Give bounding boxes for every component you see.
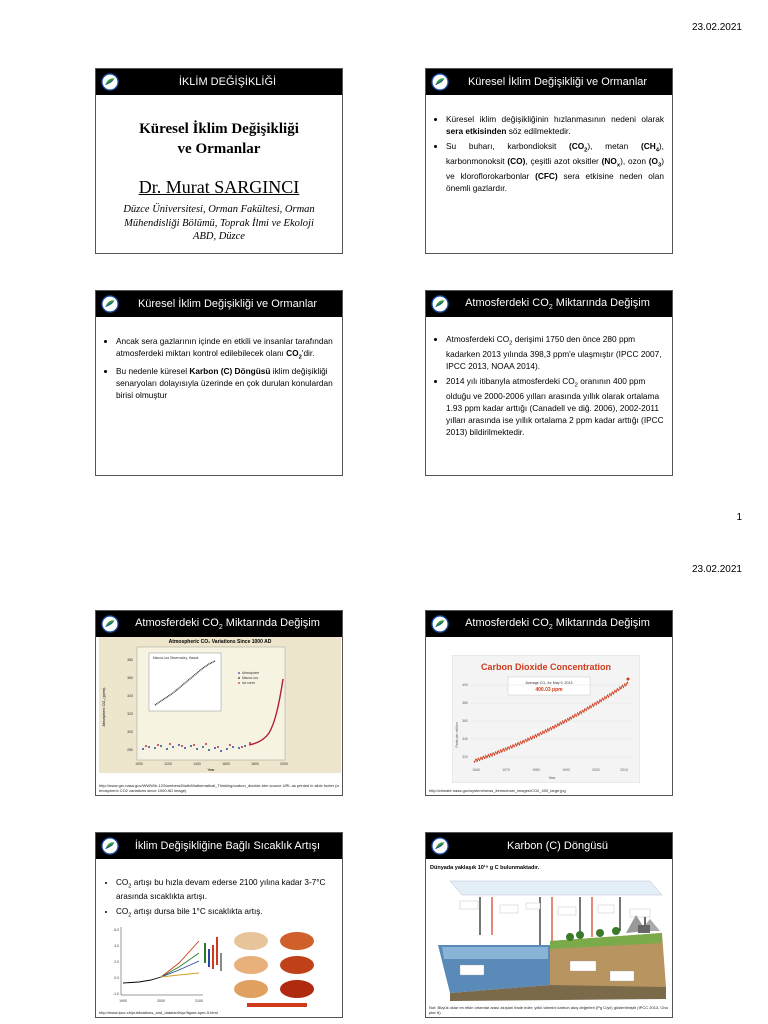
slide-header-title: İklim Değişikliğine Bağlı Sıcaklık Artışı: [134, 840, 321, 852]
latest-point: [627, 678, 630, 681]
svg-text:1970: 1970: [502, 768, 510, 772]
legend-item: Atmosphere: [242, 671, 260, 675]
slide-header-title: Küresel İklim Değişikliği ve Ormanlar: [137, 298, 318, 310]
svg-text:1900: 1900: [119, 999, 127, 1003]
bullet: • Ancak sera gazlarının içinde en etkili ve insanlar tarafından atmosferdeki miktarı kontrol edilebilecek olanı $CO_2'dir$.: [116, 335, 334, 362]
bullet: • Su buharı, karbondioksit $(CO_2)$, metan $(CH_4)$, karbonmonoksit (CO), çeşitli azot oksitler $(NO_x)$, ozon $(O_3)$ ve kloroflorokarbonlar (CFC) sera etkisine neden olan önemli gazlardır.: [446, 140, 664, 194]
slide-header-title: Küresel İklim Değişikliği ve Ormanlar: [467, 76, 648, 88]
page-date: 23.02.2021: [691, 22, 742, 33]
chart-title: Carbon Dioxide Concentration: [480, 662, 612, 672]
slide-header: [96, 69, 342, 95]
university-logo-icon: [101, 615, 119, 633]
university-logo-icon: [431, 295, 449, 313]
slide-header: [426, 833, 672, 859]
inset-title: Mauna Loa Observatory, Hawaii: [153, 656, 199, 660]
svg-text:2000: 2000: [280, 762, 288, 766]
keeling-curve-figure: [452, 655, 640, 783]
university-logo-icon: [431, 73, 449, 91]
svg-text:1600: 1600: [222, 762, 230, 766]
university-logo-icon: [101, 837, 119, 855]
bullet: • Atmosferdeki $CO_2$ derişimi 1750 den önce 280 ppm kadarken 2013 yılında 398,3 ppm'e ulaşmıştır (IPCC 2007, IPCC 2013, NOAA 2014).: [446, 333, 664, 372]
bullet: • Bu nedenle küresel Karbon (C) Döngüsü iklim değişikliği senaryoları dolayısıyla üzerinde en çok durulan konulardan birisi olmuştur: [116, 365, 334, 401]
svg-text:-1.0: -1.0: [112, 992, 119, 996]
image-source: http://www.ipcc.ch/publications_and_data/ar4/syr/figure-spm-5.html: [99, 1010, 218, 1015]
svg-text:1800: 1800: [251, 762, 259, 766]
warming-projection-figure: [99, 923, 341, 1009]
svg-text:320: 320: [462, 755, 468, 759]
legend-item: Mauna Loa: [242, 676, 258, 680]
university-logo-icon: [101, 73, 119, 91]
slide-greenhouse: [425, 68, 673, 254]
svg-text:2.0: 2.0: [114, 960, 119, 964]
slide-co2-history-chart: [95, 610, 343, 796]
slide-header: [426, 611, 672, 637]
slide-header: [426, 291, 672, 317]
slide-header: [96, 291, 342, 317]
svg-text:380: 380: [462, 701, 468, 705]
slide-header-title: İKLİM DEĞİŞİKLİĞİ: [178, 76, 277, 88]
svg-text:6.0: 6.0: [114, 928, 119, 932]
image-source: http://climate.nasa.gov/system/news_items/main_images/CO2_400_large.jpg: [429, 788, 566, 793]
svg-text:1200: 1200: [164, 762, 172, 766]
y-axis-label: Atmospheric CO₂ (ppmv): [102, 687, 106, 727]
university-logo-icon: [101, 295, 119, 313]
co2-1000ad-figure: [99, 637, 341, 773]
bullet: • Küresel iklim değişikliğinin hızlanmasının nedeni olarak sera etkisinden söz edilmektedir.: [446, 113, 664, 137]
svg-text:1400: 1400: [193, 762, 201, 766]
svg-text:360: 360: [462, 719, 468, 723]
svg-text:1980: 1980: [532, 768, 540, 772]
x-axis-label: Year: [548, 776, 556, 780]
page-date: 23.02.2021: [691, 564, 742, 575]
y-axis-label: Parts per million: [455, 722, 459, 748]
slide-header-title: Karbon (C) Döngüsü: [507, 840, 608, 852]
slide-carbon-cycle: [425, 832, 673, 1018]
svg-text:340: 340: [462, 737, 468, 741]
diagram-footnote: Not: Büyük oklar en etkin ortamlar arası akışları ifade eder; yıllık tahmini karbon akış değerleri (Pg C/yıl) gösterilmiştir (IPCC 2013, Chapter 6).: [429, 1005, 668, 1015]
slide-body: [436, 333, 664, 441]
author-affiliation: Düzce Üniversitesi, Orman Fakültesi, Orman Mühendisliği Bölümü, Toprak İlmi ve Ekoloji ABD, Düzce: [123, 204, 315, 243]
callout-value: 400.03 ppm: [535, 687, 563, 693]
svg-text:380: 380: [127, 658, 133, 662]
slide-header: [96, 833, 342, 859]
svg-text:320: 320: [127, 712, 133, 716]
svg-text:400: 400: [462, 683, 468, 687]
carbon-cycle-diagram: [430, 875, 670, 1003]
slide-lead: Dünyada yaklaşık 10¹⁹ g C bulunmaktadır.: [430, 865, 540, 871]
bullet: • $CO_2$ artışı bu hızla devam ederse 2100 yılına kadar 3-7°C arasında sıcaklıkta artışı.: [116, 877, 334, 903]
slide-header: [426, 69, 672, 95]
presentation-title: Küresel İklim Değişikliği ve Ormanlar: [139, 121, 299, 158]
svg-text:300: 300: [127, 730, 133, 734]
slide-header-title: Atmosferdeki $CO_2$ Miktarında Değişim: [465, 296, 650, 312]
svg-text:2000: 2000: [592, 768, 600, 772]
bullet: • 2014 yılı itibanyla atmosferdeki $CO_2$ oranının 400 ppm olduğu ve 2000-2006 yılları arasında yıllık olarak ortalama 1.93 ppm kadar arttığı (Canadell ve diğ. 2006), 2002-2011 yılları arasında ise yıllık ortalama 2 ppm kadar arttığı (IPCC 2013) bildirilmektedir.: [446, 375, 664, 438]
slide-temperature-rise: [95, 832, 343, 1018]
svg-text:2100: 2100: [195, 999, 203, 1003]
svg-text:340: 340: [127, 694, 133, 698]
slide-header: [96, 611, 342, 637]
slide-header-title: Atmosferdeki $CO_2$ Miktarında Değişim: [465, 616, 650, 632]
slide-title: [95, 68, 343, 254]
slide-body: [106, 335, 334, 404]
page-number: 1: [736, 512, 742, 523]
university-logo-icon: [431, 615, 449, 633]
svg-text:1990: 1990: [562, 768, 570, 772]
svg-text:0.0: 0.0: [114, 976, 119, 980]
svg-text:1000: 1000: [135, 762, 143, 766]
bullet: • $CO_2$ artışı dursa bile 1°C sıcaklıkta artış.: [116, 906, 334, 920]
slide-co2-control: [95, 290, 343, 476]
x-axis-label: Year: [207, 768, 215, 772]
slide-co2-change: [425, 290, 673, 476]
university-logo-icon: [431, 837, 449, 855]
svg-text:360: 360: [127, 676, 133, 680]
slide-co2-concentration-chart: [425, 610, 673, 796]
image-source: http://www.grc.nasa.gov/WWW/k-12/Numbers/Math/Mathematical_Thinking/carbon_dioxide.htm source URL as printed in slide footer (atmospheric CO2 variations since 1000 AD image): [99, 783, 339, 793]
callout-label: Average CO₂ for May 9, 2013: [525, 681, 573, 685]
slide-body: [436, 113, 664, 197]
svg-text:280: 280: [127, 748, 133, 752]
svg-text:2000: 2000: [157, 999, 165, 1003]
svg-text:1960: 1960: [472, 768, 480, 772]
slide-header-title: Atmosferdeki $CO_2$ Miktarında Değişim: [135, 616, 320, 632]
author-name: Dr. Murat SARGINCI: [138, 177, 300, 197]
svg-text:2010: 2010: [620, 768, 628, 772]
slide-body: [106, 877, 334, 923]
chart-title: Atmospheric CO₂ Variations Since 1000 AD: [168, 639, 272, 645]
legend-item: Ice cores: [242, 681, 255, 685]
svg-text:4.0: 4.0: [114, 944, 119, 948]
